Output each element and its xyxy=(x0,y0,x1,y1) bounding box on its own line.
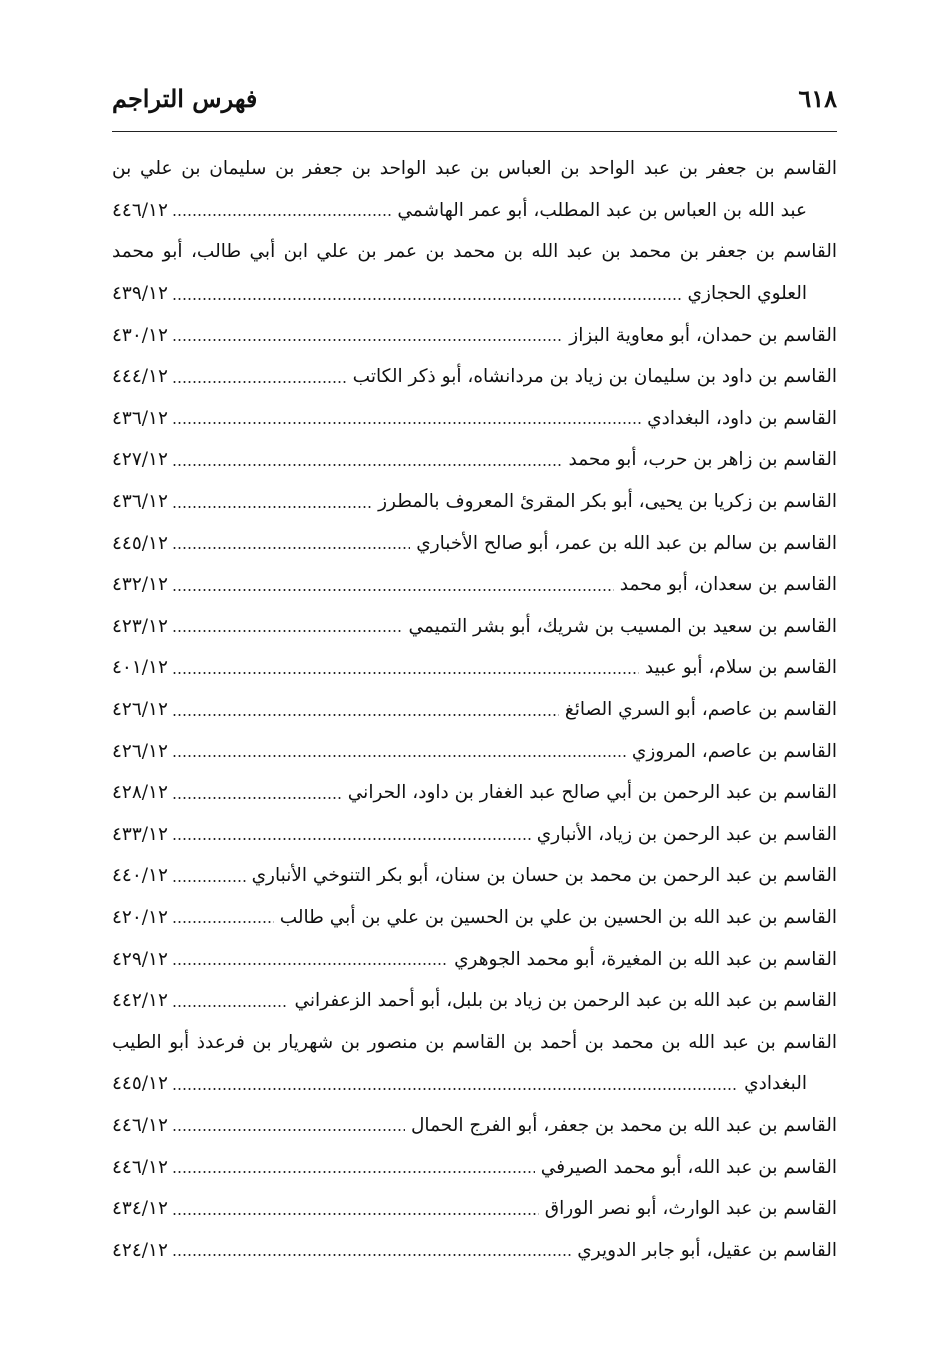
index-entry-line xyxy=(112,772,837,814)
dot-leader xyxy=(172,921,274,923)
index-entry-line xyxy=(112,730,837,772)
page-number: ٦١٨ xyxy=(798,83,837,113)
dot-leader xyxy=(172,298,682,300)
entry-name-text: القاسم بن عبد الله بن المغيرة، أبو محمد الجوهري xyxy=(454,948,837,970)
biography-index-list xyxy=(112,148,837,1271)
dot-leader xyxy=(172,1005,289,1007)
volume-page-reference: ٤٣٩/١٢ xyxy=(112,283,168,305)
volume-page-reference: ٤٤٥/١٢ xyxy=(112,1073,168,1095)
entry-name-text: القاسم بن عبد الله بن محمد بن أحمد بن القاسم بن منصور بن شهريار بن فرعدذ أبو الطيب xyxy=(112,1031,837,1053)
index-entry-line xyxy=(112,356,837,398)
dot-leader xyxy=(172,797,342,799)
entry-name-text: القاسم بن سعيد بن المسيب بن شريك، أبو بشر التميمي xyxy=(408,615,837,637)
entry-name-text: القاسم بن زاهر بن حرب، أبو محمد xyxy=(568,449,837,471)
page-title: فهرس التراجم xyxy=(112,83,258,113)
volume-page-reference: ٤٣٦/١٢ xyxy=(112,491,168,513)
volume-page-reference: ٤٣٢/١٢ xyxy=(112,574,168,596)
entry-name-text: القاسم بن عقيل، أبو جابر الدويري xyxy=(577,1239,837,1261)
dot-leader xyxy=(172,963,448,965)
entry-name-text: القاسم بن عبد الله بن محمد بن جعفر، أبو الفرج الحمال xyxy=(410,1114,837,1136)
entry-name-text: القاسم بن عبد الله، أبو محمد الصيرفي xyxy=(540,1156,837,1178)
index-entry-line xyxy=(112,564,837,606)
dot-leader xyxy=(172,1129,405,1131)
volume-page-reference: ٤٠١/١٢ xyxy=(112,657,168,679)
volume-page-reference: ٤٤٦/١٢ xyxy=(112,1156,168,1178)
entry-name-text: القاسم بن جعفر بن عبد الواحد بن العباس بن عبد الواحد بن جعفر بن سليمان بن علي بن xyxy=(112,158,837,180)
volume-page-reference: ٤٤٤/١٢ xyxy=(112,366,168,388)
entry-name-text: القاسم بن عبد الرحمن بن محمد بن حسان بن سنان، أبو بكر التنوخي الأنباري xyxy=(251,865,837,887)
entry-name-text: عبد الله بن العباس بن عبد المطلب، أبو عمر الهاشمي xyxy=(397,199,807,221)
volume-page-reference: ٤٤٦/١٢ xyxy=(112,199,168,221)
entry-name-text: القاسم بن زكريا بن يحيى، أبو بكر المقرئ المعروف بالمطرز xyxy=(378,491,837,513)
dot-leader xyxy=(172,464,563,466)
volume-page-reference: ٤٢٦/١٢ xyxy=(112,699,168,721)
entry-name-text: البغدادي xyxy=(744,1073,807,1095)
entry-name-text: القاسم بن جعفر بن محمد بن عبد الله بن محمد بن عمر بن علي ابن أبي طالب، أبو محمد xyxy=(112,241,837,263)
index-entry-line xyxy=(112,1146,837,1188)
index-entry-line xyxy=(112,481,837,523)
index-entry-line xyxy=(112,980,837,1022)
dot-leader xyxy=(172,589,614,591)
dot-leader xyxy=(172,1254,571,1256)
volume-page-reference: ٤٤٥/١٢ xyxy=(112,532,168,554)
entry-name-text: العلوي الحجازي xyxy=(687,283,807,305)
volume-page-reference: ٤٢٤/١٢ xyxy=(112,1239,168,1261)
entry-name-text: القاسم بن داود بن سليمان بن زياد بن مردانشاه، أبو ذكر الكاتب xyxy=(352,366,837,388)
index-entry-line xyxy=(112,647,837,689)
entry-name-text: القاسم بن عبد الوارث، أبو نصر الوراق xyxy=(544,1198,837,1220)
entry-name-text: القاسم بن سلام، أبو عبيد xyxy=(644,657,837,679)
dot-leader xyxy=(172,506,372,508)
header-rule xyxy=(112,131,837,132)
index-entry-line xyxy=(112,314,837,356)
entry-name-text: القاسم بن داود، البغدادي xyxy=(647,407,837,429)
dot-leader xyxy=(172,838,531,840)
index-entry-line xyxy=(112,606,837,648)
index-entry-line xyxy=(112,273,837,315)
volume-page-reference: ٤٢٧/١٢ xyxy=(112,449,168,471)
dot-leader xyxy=(172,880,246,882)
index-entry-line xyxy=(112,1105,837,1147)
index-entry-line xyxy=(112,814,837,856)
dot-leader xyxy=(172,630,403,632)
page-header xyxy=(112,78,837,118)
entry-name-text: القاسم بن عاصم، أبو السري الصائغ xyxy=(564,699,837,721)
dot-leader xyxy=(172,1088,738,1090)
index-entry-line xyxy=(112,1188,837,1230)
volume-page-reference: ٤٢٦/١٢ xyxy=(112,740,168,762)
volume-page-reference: ٤٤٦/١٢ xyxy=(112,1114,168,1136)
entry-name-text: القاسم بن عبد الرحمن بن أبي صالح عبد الغفار بن داود، الحراني xyxy=(347,782,837,804)
index-entry-line xyxy=(112,231,837,273)
index-entry-line xyxy=(112,439,837,481)
volume-page-reference: ٤٣٦/١٢ xyxy=(112,407,168,429)
index-entry-line xyxy=(112,689,837,731)
index-entry-line xyxy=(112,1021,837,1063)
volume-page-reference: ٤٢٨/١٢ xyxy=(112,782,168,804)
entry-name-text: القاسم بن حمدان، أبو معاوية البزاز xyxy=(569,324,837,346)
entry-name-text: القاسم بن سعدان، أبو محمد xyxy=(619,574,837,596)
volume-page-reference: ٤٤٠/١٢ xyxy=(112,865,168,887)
entry-name-text: القاسم بن عبد الله بن الحسين بن علي بن الحسين بن علي بن أبي طالب xyxy=(279,906,837,928)
entry-name-text: القاسم بن عبد الله بن عبد الرحمن بن زياد بن بلبل، أبو أحمد الزعفراني xyxy=(294,990,837,1012)
dot-leader xyxy=(172,214,391,216)
index-entry-line xyxy=(112,148,837,190)
index-entry-line xyxy=(112,1229,837,1271)
dot-leader xyxy=(172,547,410,549)
volume-page-reference: ٤٣٤/١٢ xyxy=(112,1198,168,1220)
index-entry-line xyxy=(112,897,837,939)
index-entry-line xyxy=(112,398,837,440)
dot-leader xyxy=(172,714,559,716)
index-entry-line xyxy=(112,190,837,232)
index-entry-line xyxy=(112,522,837,564)
volume-page-reference: ٤٢٠/١٢ xyxy=(112,906,168,928)
dot-leader xyxy=(172,339,563,341)
dot-leader xyxy=(172,755,626,757)
index-entry-line xyxy=(112,938,837,980)
volume-page-reference: ٤٢٣/١٢ xyxy=(112,615,168,637)
index-entry-line xyxy=(112,1063,837,1105)
dot-leader xyxy=(172,672,639,674)
entry-name-text: القاسم بن عبد الرحمن بن زياد، الأنباري xyxy=(536,823,837,845)
volume-page-reference: ٤٤٢/١٢ xyxy=(112,990,168,1012)
dot-leader xyxy=(172,1213,539,1215)
dot-leader xyxy=(172,1171,535,1173)
dot-leader xyxy=(172,381,347,383)
entry-name-text: القاسم بن سالم بن عبد الله بن عمر، أبو صالح الأخباري xyxy=(416,532,837,554)
volume-page-reference: ٤٣٣/١٢ xyxy=(112,823,168,845)
entry-name-text: القاسم بن عاصم، المروزي xyxy=(631,740,837,762)
index-entry-line xyxy=(112,855,837,897)
dot-leader xyxy=(172,422,641,424)
volume-page-reference: ٤٢٩/١٢ xyxy=(112,948,168,970)
volume-page-reference: ٤٣٠/١٢ xyxy=(112,324,168,346)
